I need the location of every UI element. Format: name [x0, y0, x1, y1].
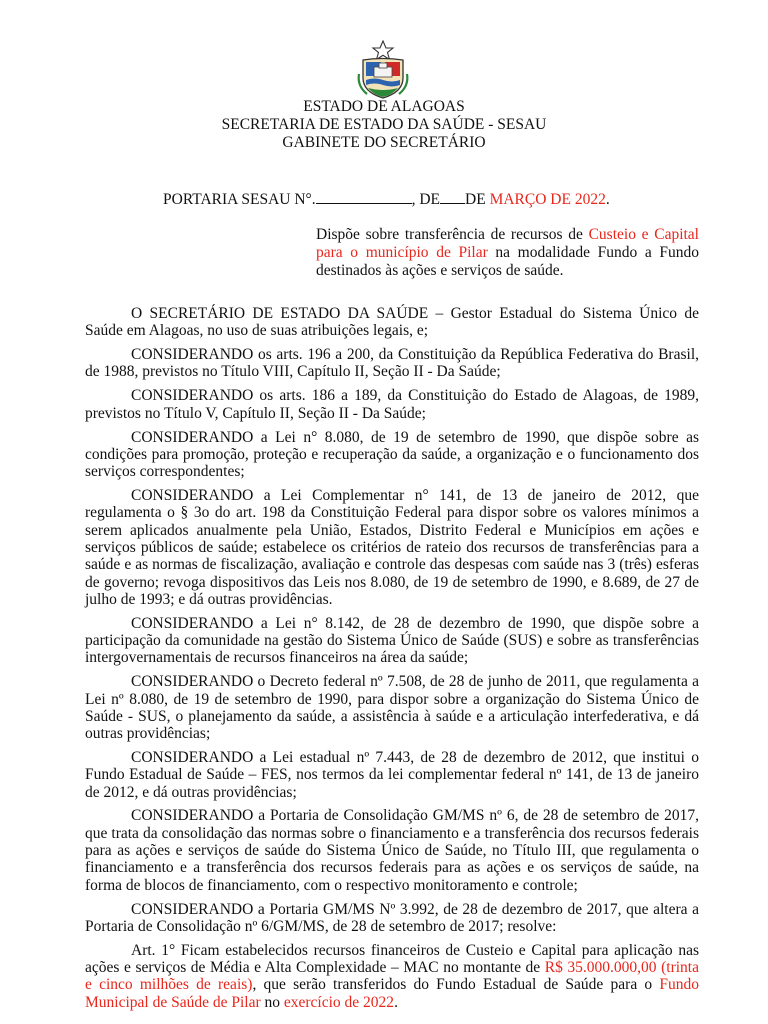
portaria-end: . [605, 191, 610, 208]
portaria-prefix: PORTARIA SESAU N°. [163, 191, 316, 208]
document-body [85, 305, 699, 1018]
paragraph-considerando-8: CONSIDERANDO a Portaria de Consolidação GM/MS nº 6, de 28 de setembro de 2017, que trata da consolidação das normas sobre o financiamento e a transferência dos recursos federais para as ações e serviços de saúde do Sistema Único de Saúde, no Título III, que regulamenta o financiamento e a transferência dos recursos federais para as ações e os serviços de saúde, na forma de blocos de financiamento, com o respectivo monitoramento e controle; [85, 807, 699, 894]
header-state: ESTADO DE ALAGOAS [303, 98, 465, 115]
article-1-fund: Fundo Municipal de Saúde de Pilar [85, 976, 700, 1011]
paragraph-considerando-3: CONSIDERANDO a Lei n° 8.080, de 19 de setembro de 1990, que dispõe sobre as condições para promoção, proteção e recuperação da saúde, a organização e o funcionamento dos serviços correspondentes; [85, 428, 699, 481]
article-1 [85, 942, 699, 1011]
paragraph-considerando-6: CONSIDERANDO o Decreto federal nº 7.508, de 28 de junho de 2011, que regulamenta a Lei nº 8.080, de 19 de setembro de 1990, para dispor sobre a organização do Sistema Único de Saúde - SUS, o planejamento da saúde, a assistência à saúde e a articulação interfederativa, e dá outras providências; [85, 673, 699, 743]
header-secretariat: SECRETARIA DE ESTADO DA SAÚDE - SESAU [221, 116, 547, 133]
article-1-year: exercício de 2022 [283, 993, 395, 1011]
paragraph-considerando-2: CONSIDERANDO os arts. 186 a 189, da Constituição do Estado de Alagoas, de 1989, previstos no Título V, Capítulo II, Seção II - Da Saúde; [85, 387, 699, 422]
article-1-text-1: Art. 1° Ficam estabelecidos recursos financeiros de Custeio e Capital para aplicação nas ações e serviços de Média e Alta Complexidade – MAC no montante de [85, 941, 699, 977]
portaria-mid: , DE [411, 191, 441, 208]
paragraph-considerando-9: CONSIDERANDO a Portaria GM/MS Nº 3.992, de 28 de dezembro de 2017, que altera a Portaria de Consolidação nº 6/GM/MS, de 28 de setembro de 2017; resolve: [85, 900, 699, 935]
state-coat-of-arms-icon [357, 40, 409, 100]
paragraph-considerando-7: CONSIDERANDO a Lei estadual nº 7.443, de 28 de dezembro de 2012, que institui o Fundo Estadual de Saúde – FES, nos termos da lei complementar federal nº 141, de 13 de janeiro de 2012, e dá outras providências; [85, 748, 699, 801]
paragraph-considerando-4: CONSIDERANDO a Lei Complementar n° 141, de 13 de janeiro de 2012, que regulamenta o § 3o do art. 198 da Constituição Federal para dispor sobre os valores mínimos a serem aplicados anualmente pela União, Estados, Distrito Federal e Municípios em ações e serviços públicos de saúde; estabelece os critérios de rateio dos recursos de transferências para a saúde e as normas de fiscalização, avaliação e controle das despesas com saúde nas 3 (três) esferas de governo; revoga dispositivos das Leis nos 8.080, de 19 de setembro de 1990, e 8.689, de 27 de julho de 1993; e dá outras providências. [85, 487, 699, 608]
portaria-number-blank [316, 190, 412, 204]
paragraph-considerando-5: CONSIDERANDO a Lei n° 8.142, de 28 de dezembro de 1990, que dispõe sobre a participação da comunidade na gestão do Sistema Único de Saúde (SUS) e sobre as transferências intergovernamentais de recursos financeiros na área da saúde; [85, 614, 699, 667]
paragraph-considerando-1: CONSIDERANDO os arts. 196 a 200, da Constituição da República Federativa do Brasil, de 1988, previstos no Título VIII, Capítulo II, Seção II - Da Saúde; [85, 346, 699, 381]
portaria-de: DE [465, 191, 490, 208]
portaria-title [163, 190, 610, 209]
ementa-text-1: Dispõe sobre transferência de recursos de [316, 226, 589, 243]
article-1-amount: R$ 35.000.000,00 (trinta e cinco milhões de reais) [85, 959, 699, 994]
paragraph-preamble: O SECRETÁRIO DE ESTADO DA SAÚDE – Gestor Estadual do Sistema Único de Saúde em Alagoas, no uso de suas atribuições legais, e; [85, 305, 699, 340]
ementa-highlight: Custeio e Capital para o município de Pilar [316, 226, 699, 261]
ementa-text-2: na modalidade Fundo a Fundo destinados às ações e serviços de saúde. [316, 244, 700, 279]
portaria-date: MARÇO DE 2022 [489, 191, 606, 208]
ementa [316, 226, 699, 280]
article-1-text-3: no [260, 993, 284, 1011]
article-1-text-2: , que serão transferidos do Fundo Estadual de Saúde para o [252, 976, 660, 994]
header-cabinet: GABINETE DO SECRETÁRIO [282, 134, 486, 151]
document-header [0, 98, 768, 152]
portaria-day-blank [440, 190, 465, 204]
article-1-text-4: . [394, 993, 398, 1011]
